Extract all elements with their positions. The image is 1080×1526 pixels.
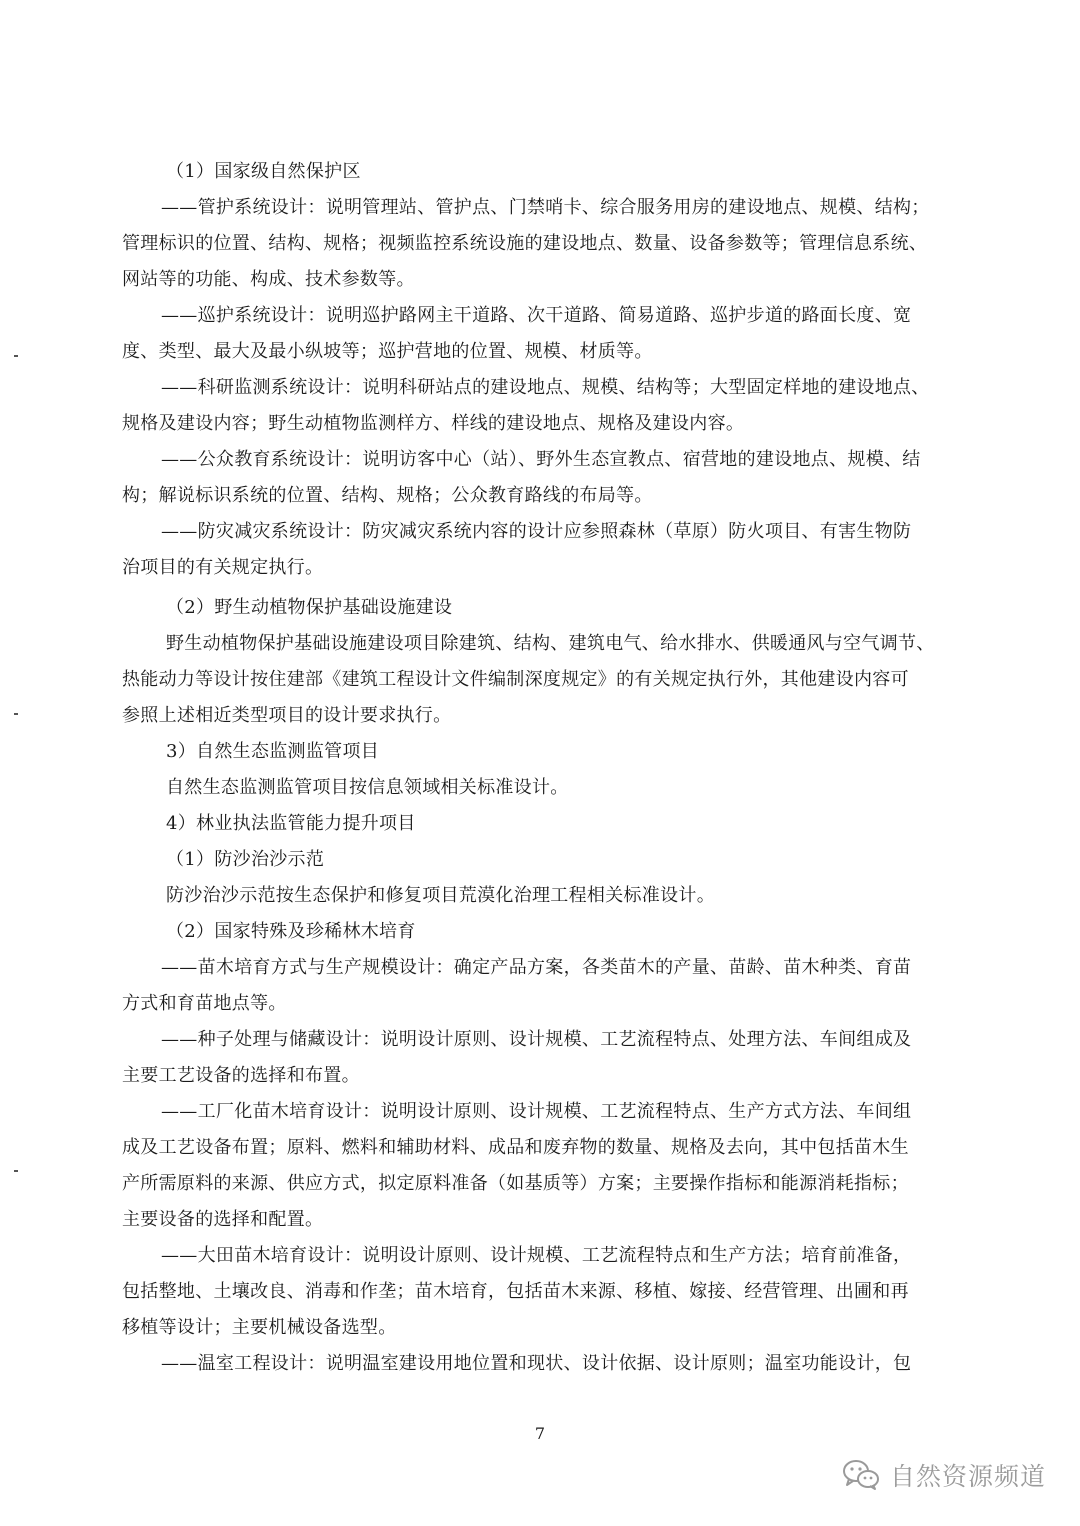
watermark bbox=[842, 1455, 1046, 1495]
paragraph-line: 方式和育苗地点等。 bbox=[122, 993, 287, 1014]
paragraph-line: 成及工艺设备布置；原料、燃料和辅助材料、成品和废弃物的数量、规格及去向，其中包括苗木生 bbox=[122, 1137, 909, 1158]
paragraph-line: 防沙治沙示范按生态保护和修复项目荒漠化治理工程相关标准设计。 bbox=[166, 885, 715, 906]
paragraph-line: ——大田苗木培育设计：说明设计原则、设计规模、工艺流程特点和生产方法；培育前准备， bbox=[161, 1245, 912, 1266]
paragraph-line: 参照上述相近类型项目的设计要求执行。 bbox=[122, 705, 452, 726]
scan-mark bbox=[14, 355, 18, 357]
paragraph-line: ——苗木培育方式与生产规模设计：确定产品方案，各类苗木的产量、苗龄、苗木种类、育苗 bbox=[161, 957, 912, 978]
scan-mark bbox=[14, 1170, 18, 1172]
section-heading-wildlife-infrastructure: （2）野生动植物保护基础设施建设 bbox=[166, 597, 453, 618]
paragraph-line: 度、类型、最大及最小纵坡等；巡护营地的位置、规模、材质等。 bbox=[122, 341, 653, 362]
watermark-text: 自然资源频道 bbox=[890, 1462, 1047, 1491]
section-heading-forestry-enforcement: 4）林业执法监管能力提升项目 bbox=[166, 813, 416, 834]
scan-mark bbox=[14, 713, 18, 715]
paragraph-line: 移植等设计；主要机械设备选型。 bbox=[122, 1317, 397, 1338]
paragraph-line: 治项目的有关规定执行。 bbox=[122, 557, 324, 578]
paragraph-line: ——巡护系统设计：说明巡护路网主干道路、次干道路、简易道路、巡护步道的路面长度、宽 bbox=[161, 305, 912, 326]
paragraph-line: 管理标识的位置、结构、规格；视频监控系统设施的建设地点、数量、设备参数等；管理信息系统、 bbox=[122, 233, 928, 254]
section-heading-desertification-demo: （1）防沙治沙示范 bbox=[166, 849, 325, 870]
wechat-icon bbox=[842, 1459, 880, 1491]
paragraph-line: 网站等的功能、构成、技术参数等。 bbox=[122, 269, 415, 290]
paragraph-line: 热能动力等设计按住建部《建筑工程设计文件编制深度规定》的有关规定执行外，其他建设内容可 bbox=[122, 669, 909, 690]
paragraph-line: 主要工艺设备的选择和布置。 bbox=[122, 1065, 360, 1086]
section-heading-rare-tree-cultivation: （2）国家特殊及珍稀林木培育 bbox=[166, 921, 416, 942]
paragraph-line: 构；解说标识系统的位置、结构、规格；公众教育路线的布局等。 bbox=[122, 485, 653, 506]
paragraph-line: ——管护系统设计：说明管理站、管护点、门禁哨卡、综合服务用房的建设地点、规模、结构； bbox=[161, 197, 930, 218]
section-heading-nature-reserve: （1）国家级自然保护区 bbox=[166, 161, 361, 182]
paragraph-line: 产所需原料的来源、供应方式，拟定原料准备（如基质等）方案；主要操作指标和能源消耗指标； bbox=[122, 1173, 909, 1194]
paragraph-line: ——工厂化苗木培育设计：说明设计原则、设计规模、工艺流程特点、生产方式方法、车间组 bbox=[161, 1101, 912, 1122]
paragraph-line: 主要设备的选择和配置。 bbox=[122, 1209, 324, 1230]
paragraph-line: 规格及建设内容；野生动植物监测样方、样线的建设地点、规格及建设内容。 bbox=[122, 413, 745, 434]
section-heading-ecological-monitoring: 3）自然生态监测监管项目 bbox=[166, 741, 380, 762]
paragraph-line: ——防灾减灾系统设计：防灾减灾系统内容的设计应参照森林（草原）防火项目、有害生物防 bbox=[161, 521, 912, 542]
paragraph-line: ——科研监测系统设计：说明科研站点的建设地点、规模、结构等；大型固定样地的建设地点、 bbox=[161, 377, 930, 398]
paragraph-line: ——温室工程设计：说明温室建设用地位置和现状、设计依据、设计原则；温室功能设计，包 bbox=[161, 1353, 912, 1374]
paragraph-line: 自然生态监测监管项目按信息领域相关标准设计。 bbox=[166, 777, 569, 798]
paragraph-line: 包括整地、土壤改良、消毒和作垄；苗木培育，包括苗木来源、移植、嫁接、经营管理、出圃和再 bbox=[122, 1281, 909, 1302]
paragraph-line: 野生动植物保护基础设施建设项目除建筑、结构、建筑电气、给水排水、供暖通风与空气调节、 bbox=[166, 633, 935, 654]
paragraph-line: ——种子处理与储藏设计：说明设计原则、设计规模、工艺流程特点、处理方法、车间组成及 bbox=[161, 1029, 912, 1050]
page-number: 7 bbox=[534, 1424, 546, 1443]
paragraph-line: ——公众教育系统设计：说明访客中心（站）、野外生态宣教点、宿营地的建设地点、规模、结 bbox=[161, 449, 921, 470]
